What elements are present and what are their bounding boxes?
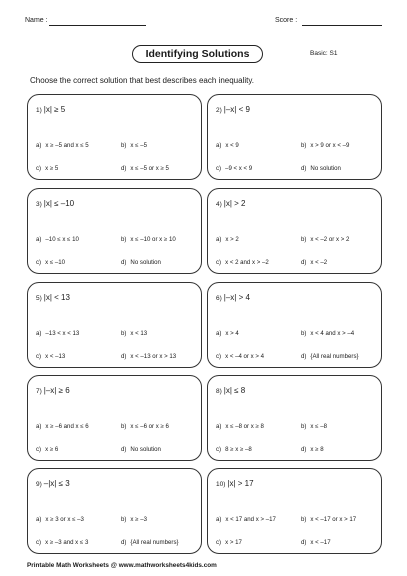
option-b[interactable] <box>121 330 147 337</box>
option-text: x ≤ –8 or x ≥ 8 <box>225 423 264 430</box>
option-text: x ≥ –5 and x ≤ 5 <box>45 142 89 149</box>
option-text: x > 9 or x < –9 <box>310 142 350 149</box>
option-d[interactable] <box>121 539 179 546</box>
name-label: Name : <box>25 17 48 24</box>
name-line <box>49 25 146 26</box>
option-d[interactable] <box>301 353 359 360</box>
question-number: 1) <box>36 107 42 114</box>
inequality: |–x| < 9 <box>223 105 250 114</box>
inequality: |–x| ≥ 6 <box>43 386 70 395</box>
option-a[interactable] <box>36 516 84 523</box>
option-a[interactable] <box>36 330 79 337</box>
option-c[interactable] <box>36 539 88 546</box>
option-key: c) <box>216 259 222 266</box>
option-c[interactable] <box>216 165 252 172</box>
option-text: x ≥ 3 or x ≤ –3 <box>45 516 84 523</box>
option-text: x < 9 <box>225 142 239 149</box>
option-b[interactable] <box>301 330 354 337</box>
option-key: d) <box>301 353 307 360</box>
option-key: c) <box>216 165 222 172</box>
option-key: d) <box>121 446 127 453</box>
option-key: c) <box>36 353 42 360</box>
question-card <box>207 282 382 368</box>
option-text: No solution <box>130 259 161 266</box>
option-key: a) <box>36 423 42 430</box>
option-text: x < –13 <box>45 353 66 360</box>
option-key: d) <box>121 259 127 266</box>
option-text: x ≥ –3 and x ≤ 3 <box>45 539 89 546</box>
option-c[interactable] <box>36 165 58 172</box>
option-text: x ≤ –6 or x ≥ 6 <box>130 423 169 430</box>
question-card <box>207 188 382 274</box>
question-number: 10) <box>216 481 226 488</box>
option-d[interactable] <box>121 165 169 172</box>
option-b[interactable] <box>301 142 349 149</box>
option-key: c) <box>36 539 42 546</box>
question-number: 7) <box>36 388 42 395</box>
option-text: –9 < x < 9 <box>225 165 253 172</box>
question-text <box>36 199 74 208</box>
option-text: x ≥ –6 and x ≤ 6 <box>45 423 89 430</box>
option-d[interactable] <box>301 446 324 453</box>
option-a[interactable] <box>216 516 276 523</box>
score-label: Score : <box>275 17 298 24</box>
option-d[interactable] <box>121 259 161 266</box>
option-b[interactable] <box>121 236 176 243</box>
option-key: c) <box>36 259 42 266</box>
option-b[interactable] <box>301 516 356 523</box>
instructions: Choose the correct solution that best describes each inequality. <box>30 76 254 85</box>
option-key: d) <box>121 539 127 546</box>
option-text: x < –13 or x > 13 <box>130 353 177 360</box>
worksheet-title: Identifying Solutions <box>132 45 263 63</box>
option-text: x ≤ –5 <box>130 142 147 149</box>
question-card <box>27 282 202 368</box>
option-key: c) <box>216 539 222 546</box>
question-number: 4) <box>216 201 222 208</box>
option-key: b) <box>301 423 307 430</box>
option-d[interactable] <box>121 353 176 360</box>
option-a[interactable] <box>216 423 264 430</box>
option-key: d) <box>301 259 307 266</box>
footer-text: Printable Math Worksheets @ www.mathworksheets4kids.com <box>27 562 217 569</box>
option-a[interactable] <box>36 423 89 430</box>
question-card <box>27 375 202 461</box>
option-text: x < 4 and x > –4 <box>310 330 355 337</box>
option-c[interactable] <box>216 353 264 360</box>
option-text: x ≤ –5 or x ≥ 5 <box>130 165 169 172</box>
option-d[interactable] <box>301 259 327 266</box>
option-text: 8 ≥ x ≥ –8 <box>225 446 252 453</box>
question-number: 9) <box>36 481 42 488</box>
option-key: c) <box>36 446 42 453</box>
option-text: –13 < x < 13 <box>45 330 80 337</box>
option-text: x < –2 <box>310 259 328 266</box>
option-text: x > 4 <box>225 330 239 337</box>
footer <box>27 562 217 569</box>
option-b[interactable] <box>121 423 169 430</box>
option-text: x ≤ –10 <box>45 259 66 266</box>
option-key: d) <box>301 165 307 172</box>
option-key: b) <box>301 516 307 523</box>
question-card <box>27 468 202 554</box>
option-text: –10 ≤ x ≤ 10 <box>45 236 79 243</box>
inequality: |x| ≤ –10 <box>43 199 75 208</box>
option-key: c) <box>216 446 222 453</box>
option-key: a) <box>36 142 42 149</box>
option-a[interactable] <box>36 236 79 243</box>
option-d[interactable] <box>301 539 331 546</box>
option-text: x < 17 and x > –17 <box>225 516 276 523</box>
option-text: {All real numbers} <box>130 539 179 546</box>
option-key: b) <box>121 142 127 149</box>
inequality: |x| ≥ 5 <box>43 105 66 114</box>
option-text: x < 13 <box>130 330 148 337</box>
inequality: |–x| > 4 <box>223 293 250 302</box>
option-key: a) <box>216 236 222 243</box>
level-label: Basic: S1 <box>310 50 338 57</box>
question-card <box>207 375 382 461</box>
question-text <box>216 386 245 395</box>
question-text <box>216 199 246 208</box>
option-b[interactable] <box>121 142 147 149</box>
option-key: a) <box>36 330 42 337</box>
option-text: x ≥ 5 <box>45 165 59 172</box>
option-text: x < –4 or x > 4 <box>225 353 265 360</box>
question-card <box>27 188 202 274</box>
option-b[interactable] <box>301 236 349 243</box>
option-text: x < –17 <box>310 539 331 546</box>
question-number: 2) <box>216 107 222 114</box>
option-b[interactable] <box>121 516 147 523</box>
option-text: No solution <box>130 446 161 453</box>
option-key: a) <box>216 330 222 337</box>
question-text <box>36 386 70 395</box>
question-text <box>36 293 70 302</box>
option-a[interactable] <box>216 236 239 243</box>
option-c[interactable] <box>36 446 58 453</box>
inequality: –|x| ≤ 3 <box>43 479 70 488</box>
option-key: a) <box>216 142 222 149</box>
option-key: a) <box>36 236 42 243</box>
option-key: b) <box>301 142 307 149</box>
option-a[interactable] <box>36 142 89 149</box>
option-key: a) <box>216 516 222 523</box>
option-key: d) <box>121 353 127 360</box>
question-text <box>216 479 254 488</box>
question-card <box>27 94 202 180</box>
inequality: |x| < 13 <box>43 293 70 302</box>
question-number: 6) <box>216 295 222 302</box>
option-key: b) <box>121 516 127 523</box>
option-b[interactable] <box>301 423 327 430</box>
option-c[interactable] <box>216 539 242 546</box>
option-key: b) <box>121 423 127 430</box>
option-a[interactable] <box>216 142 239 149</box>
option-a[interactable] <box>216 330 239 337</box>
option-key: b) <box>301 236 307 243</box>
question-text <box>36 105 65 114</box>
option-text: x < 2 and x > –2 <box>225 259 269 266</box>
option-text: {All real numbers} <box>310 353 359 360</box>
option-c[interactable] <box>216 259 269 266</box>
option-key: d) <box>301 446 307 453</box>
question-text <box>216 105 250 114</box>
question-card <box>207 468 382 554</box>
option-key: b) <box>301 330 307 337</box>
question-number: 5) <box>36 295 42 302</box>
question-number: 3) <box>36 201 42 208</box>
option-d[interactable] <box>121 446 161 453</box>
option-key: d) <box>301 539 307 546</box>
question-card <box>207 94 382 180</box>
inequality: |x| > 17 <box>227 479 254 488</box>
option-text: x < –17 or x > 17 <box>310 516 357 523</box>
option-text: x ≥ –3 <box>130 516 147 523</box>
option-key: c) <box>36 165 42 172</box>
option-c[interactable] <box>36 353 65 360</box>
question-text <box>36 479 70 488</box>
inequality: |x| ≤ 8 <box>223 386 246 395</box>
option-text: x < –2 or x > 2 <box>310 236 350 243</box>
option-text: x ≥ 8 <box>310 446 324 453</box>
score-line <box>302 25 382 26</box>
option-text: x > 2 <box>225 236 239 243</box>
option-text: No solution <box>310 165 341 172</box>
option-c[interactable] <box>36 259 65 266</box>
inequality: |x| > 2 <box>223 199 246 208</box>
question-text <box>216 293 250 302</box>
option-key: c) <box>216 353 222 360</box>
option-key: b) <box>121 330 127 337</box>
option-key: a) <box>216 423 222 430</box>
option-text: x ≥ 6 <box>45 446 59 453</box>
option-key: b) <box>121 236 127 243</box>
option-text: x > 17 <box>225 539 242 546</box>
option-text: x ≤ –8 <box>310 423 327 430</box>
option-c[interactable] <box>216 446 252 453</box>
option-key: a) <box>36 516 42 523</box>
option-d[interactable] <box>301 165 341 172</box>
option-key: d) <box>121 165 127 172</box>
question-number: 8) <box>216 388 222 395</box>
option-text: x ≤ –10 or x ≥ 10 <box>130 236 176 243</box>
